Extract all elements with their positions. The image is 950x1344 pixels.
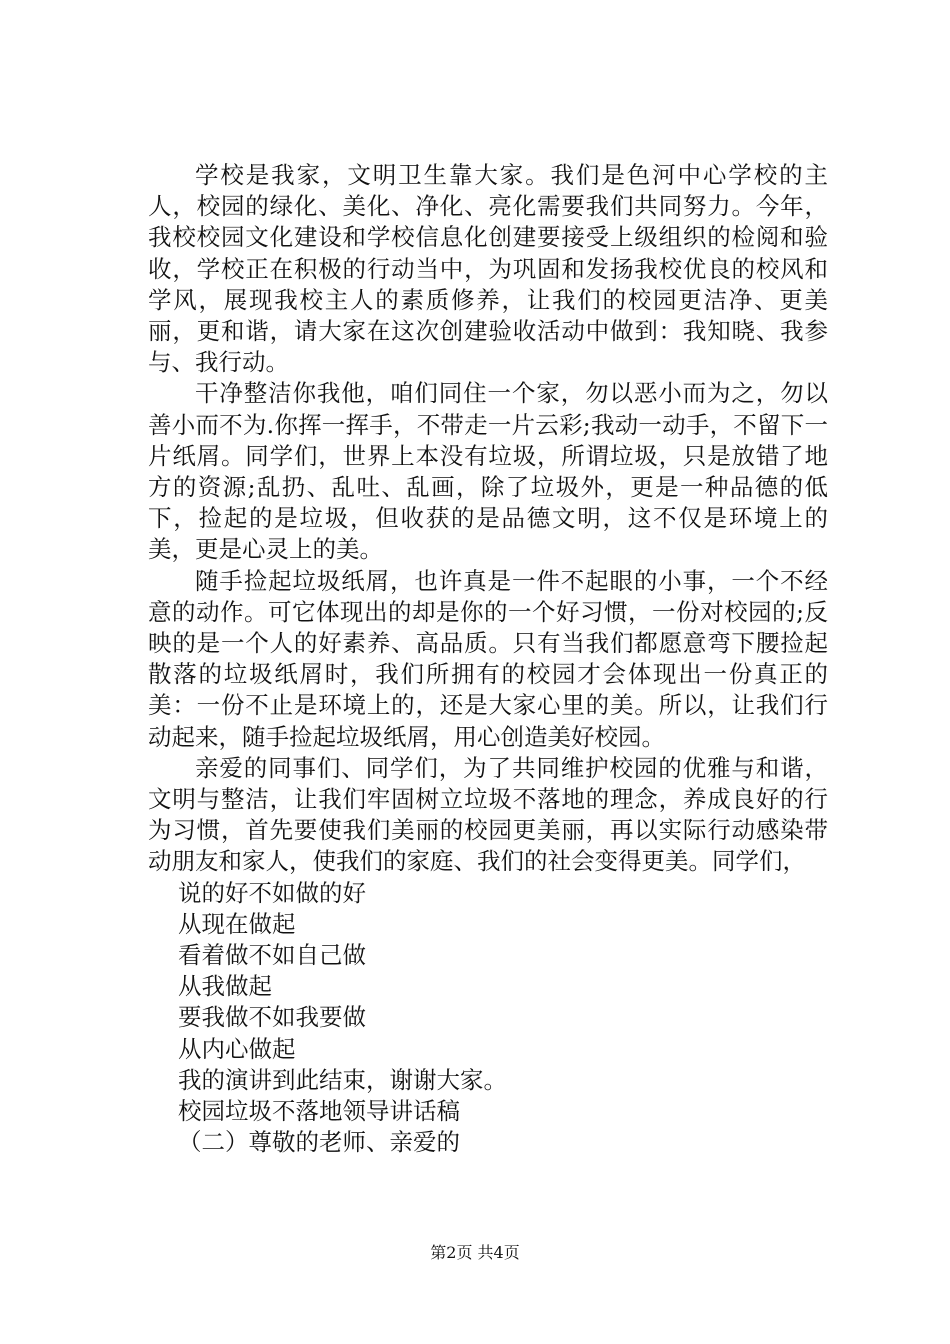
slogan-line-3: 看着做不如自己做 [178, 941, 366, 970]
page-number-footer: 第2页 共4页 [430, 1243, 520, 1262]
paragraph-3: 随手捡起垃圾纸屑，也许真是一件不起眼的小事，一个不经意的动作。可它体现出的却是你的一个好习惯，一份对校园的;反映的是一个人的好素养、高品质。只有当我们都愿意弯下腰捡起散落的垃圾纸屑时，我们所拥有的校园才会体现出一份真正的美：一份不止是环境上的，还是大家心里的美。所以，让我们行动起来，随手捡起垃圾纸屑，用心创造美好校园。 [148, 566, 828, 751]
closing-line: 我的演讲到此结束，谢谢大家。 [178, 1065, 507, 1094]
slogan-line-1: 说的好不如做的好 [178, 878, 366, 907]
document-body [148, 160, 828, 1159]
slogan-line-2: 从现在做起 [178, 909, 296, 938]
paragraph-4: 亲爱的同事们、同学们，为了共同维护校园的优雅与和谐，文明与整洁，让我们牢固树立垃圾不落地的理念，养成良好的行为习惯，首先要使我们美丽的校园更美丽，再以实际行动感染带动朋友和家人，使我们的家庭、我们的社会变得更美。同学们， [148, 753, 828, 876]
next-section-opening: （二）尊敬的老师、亲爱的 [178, 1128, 460, 1157]
paragraph-2: 干净整洁你我他，咱们同住一个家，勿以恶小而为之，勿以善小而不为.你挥一挥手，不带走一片云彩;我动一动手，不留下一片纸屑。同学们，世界上本没有垃圾，所谓垃圾，只是放错了地方的资源;乱扔、乱吐、乱画，除了垃圾外，更是一种品德的低下，捡起的是垃圾，但收获的是品德文明，这不仅是环境上的美，更是心灵上的美。 [148, 379, 828, 564]
slogan-line-5: 要我做不如我要做 [178, 1003, 366, 1032]
slogan-line-4: 从我做起 [178, 972, 272, 1001]
next-section-title: 校园垃圾不落地领导讲话稿 [178, 1097, 460, 1126]
slogan-line-6: 从内心做起 [178, 1034, 296, 1063]
paragraph-1: 学校是我家，文明卫生靠大家。我们是色河中心学校的主人，校园的绿化、美化、净化、亮化需要我们共同努力。今年，我校校园文化建设和学校信息化创建要接受上级组织的检阅和验收，学校正在积极的行动当中，为巩固和发扬我校优良的校风和学风，展现我校主人的素质修养，让我们的校园更洁净、更美丽，更和谐，请大家在这次创建验收活动中做到：我知晓、我参与、我行动。 [148, 161, 828, 377]
